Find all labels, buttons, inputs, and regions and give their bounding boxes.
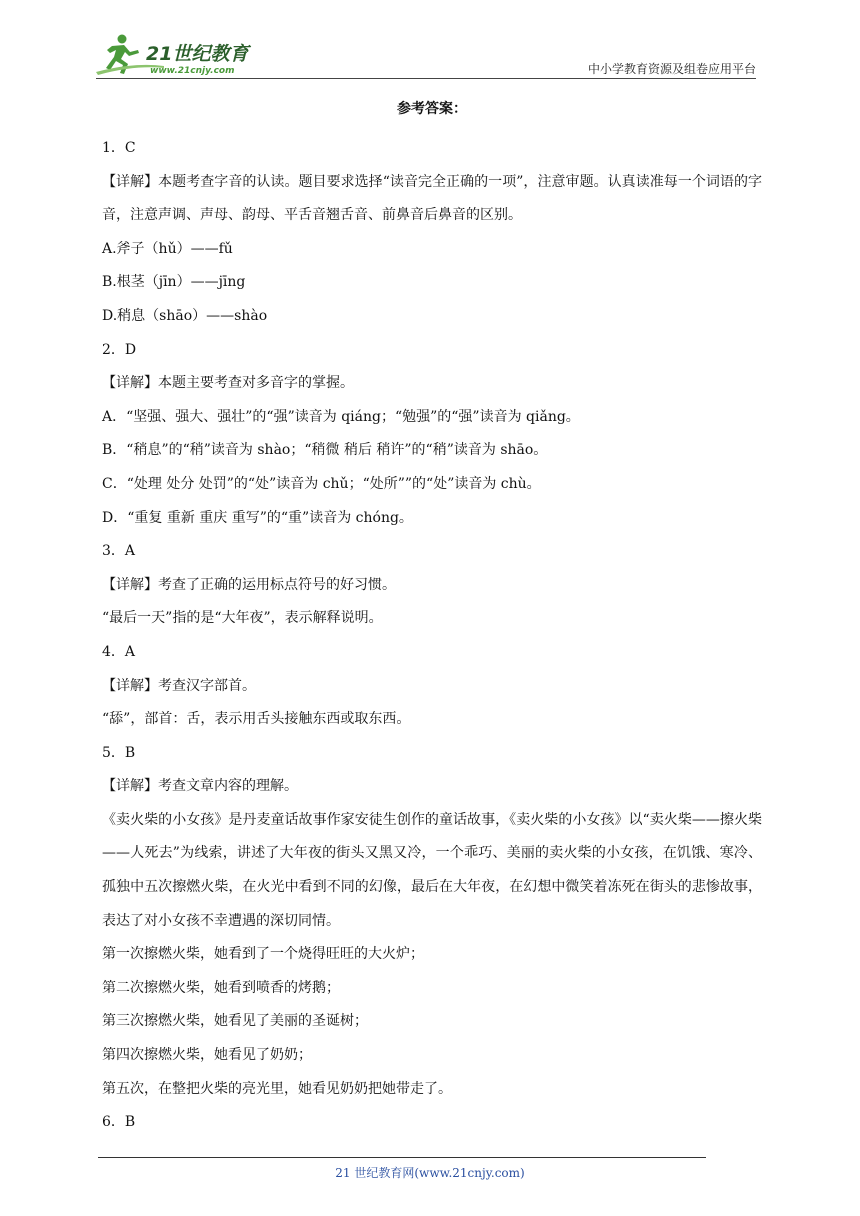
answer-content	[102, 96, 762, 1140]
text-line: 6．B	[102, 1114, 136, 1131]
text-line: 【详解】考查了正确的运用标点符号的好习惯。	[102, 576, 396, 593]
logo-text: 21世纪教育	[146, 43, 249, 65]
text-line: 第三次擦燃火柴，她看见了美丽的圣诞树；	[102, 1013, 368, 1030]
text-line: 【详解】本题主要考查对多音字的掌握。	[102, 375, 354, 392]
logo-url: www.21cnjy.com	[150, 66, 235, 76]
text-line: “最后一天”指的是“大年夜”，表示解释说明。	[102, 610, 383, 627]
text-line: A.斧子（hǔ）——fǔ	[102, 240, 233, 257]
text-line: C．“处理 处分 处罚”的“处”读音为 chǔ；“处所””的“处”读音为 chù。	[102, 475, 541, 492]
paragraph: 【详解】本题考查字音的认读。题目要求选择“读音完全正确的一项”，注意审题。认真读准每一个词语的字音，注意声调、声母、韵母、平舌音翘舌音、前鼻音后鼻音的区别。	[102, 173, 762, 224]
text-line: 第一次擦燃火柴，她看到了一个烧得旺旺的大火炉；	[102, 946, 424, 963]
text-line: A．“坚强、强大、强壮”的“强”读音为 qiáng；“勉强”的“强”读音为 qiǎng。	[102, 408, 580, 425]
text-line: “舔”，部首：舌，表示用舌头接触东西或取东西。	[102, 711, 411, 728]
text-line: 第四次擦燃火柴，她看见了奶奶；	[102, 1047, 312, 1064]
text-line: 【详解】考查文章内容的理解。	[102, 778, 298, 795]
text-line: 2．D	[102, 341, 137, 358]
logo	[94, 32, 264, 78]
text-line: 第五次，在整把火柴的亮光里，她看见奶奶把她带走了。	[102, 1080, 452, 1097]
text-line: D.稍息（shāo）——shào	[102, 307, 268, 324]
footer-divider	[98, 1157, 706, 1158]
answer-lines	[102, 132, 762, 1140]
page-title: 参考答案：	[397, 101, 467, 117]
footer-text: 21 世纪教育网(www.21cnjy.com)	[335, 1166, 525, 1180]
header-platform-text: 中小学教育资源及组卷应用平台	[587, 62, 756, 76]
text-line: 【详解】考查汉字部首。	[102, 677, 256, 694]
text-line: 3．A	[102, 543, 136, 560]
text-line: 1．C	[102, 140, 136, 156]
header-divider	[96, 78, 756, 79]
text-line: B．“稍息”的“稍”读音为 shào；“稍微 稍后 稍许”的“稍”读音为 shāo。	[102, 442, 548, 459]
text-line: D．“重复 重新 重庆 重写”的“重”读音为 chóng。	[102, 509, 413, 526]
text-line: 第二次擦燃火柴，她看到喷香的烤鹅；	[102, 979, 340, 996]
text-line: 5．B	[102, 744, 136, 761]
paragraph: 《卖火柴的小女孩》是丹麦童话故事作家安徒生创作的童话故事，《卖火柴的小女孩》以“卖火柴——擦火柴——人死去”为线索，讲述了大年夜的街头又黑又冷，一个乖巧、美丽的卖火柴的小女孩，在饥饿、寒冷、孤独中五次擦燃火柴，在火光中看到不同的幻像，最后在大年夜，在幻想中微笑着冻死在街头的悲惨故事，表达了对小女孩不幸遭遇的深切同情。	[102, 811, 762, 929]
text-line: B.根茎（jīn）——jīng	[102, 274, 246, 291]
page-header	[0, 0, 860, 90]
text-line: 4．A	[102, 643, 136, 660]
